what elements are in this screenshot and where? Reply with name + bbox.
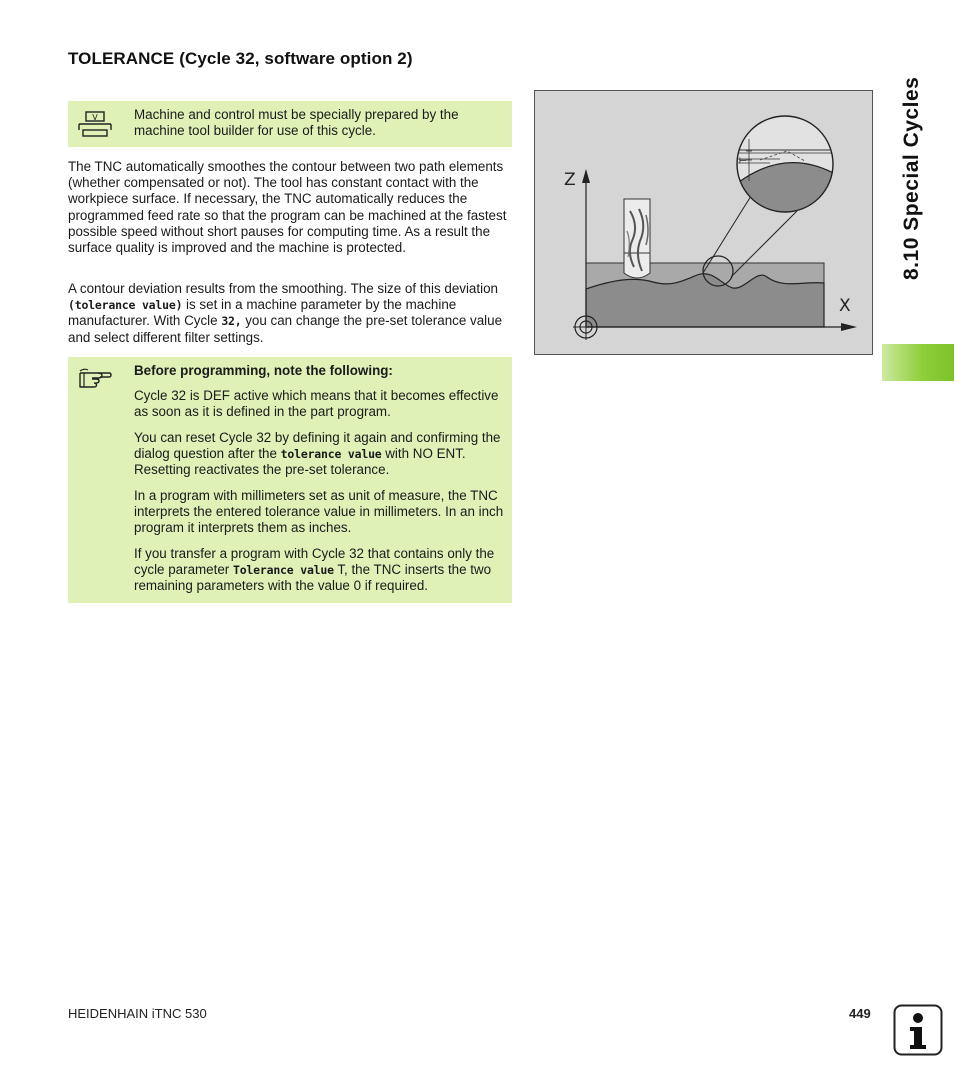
x-axis-label: X (839, 296, 851, 316)
pointing-hand-icon (78, 366, 112, 395)
transfer-text-a: If you transfer a program with Cycle 32 that contains only the cycle parameter (134, 546, 495, 577)
page-number: 449 (849, 1006, 871, 1021)
note-point-def-active: Cycle 32 is DEF active which means that it becomes effective as soon as it is defined in the part program. (134, 388, 499, 419)
tolerance-diagram (535, 91, 872, 354)
tolerance-t-label: T (739, 157, 749, 163)
note-heading: Before programming, note the following: (134, 363, 393, 378)
tolerance-value-code: (tolerance value) (68, 298, 183, 313)
footer-product: HEIDENHAIN iTNC 530 (68, 1006, 207, 1021)
chapter-tab (882, 344, 954, 381)
info-icon[interactable] (893, 1004, 943, 1056)
body-paragraph-2 (68, 281, 514, 355)
machine-note-box (68, 101, 512, 147)
chapter-heading (876, 0, 946, 340)
page-title: TOLERANCE (Cycle 32, software option 2) (68, 49, 413, 68)
tolerance-value-dialog-code: tolerance value (280, 447, 382, 461)
cycle-number-code: 32, (221, 314, 242, 329)
z-axis-label: Z (564, 170, 576, 190)
programming-note-box (68, 357, 512, 603)
svg-text:V: V (92, 113, 98, 122)
tolerance-parameter-code: Tolerance value (232, 563, 334, 577)
body-paragraph-1 (68, 159, 514, 265)
note-point-reset (134, 430, 504, 478)
milling-tool (624, 199, 650, 278)
note-point-units: In a program with millimeters set as unit of measure, the TNC interprets the entered tolerance value in millimeters. In an inch program it interprets them as inches. (134, 488, 504, 535)
reset-text-b: with NO ENT. Resetting reactivates the pre-set tolerance. (134, 446, 466, 477)
chapter-title: 8.10 Special Cycles (900, 76, 923, 280)
machine-icon (78, 110, 112, 143)
programming-note-text (134, 363, 504, 604)
para2-text-c: you can change the pre-set tolerance value and select different filter settings. (68, 313, 503, 345)
para2-text-a: A contour deviation results from the smoothing. The size of this deviation (68, 281, 498, 296)
magnified-detail (735, 116, 837, 221)
para2-text-b: is set in a machine parameter by the machine manufacturer. With Cycle (68, 297, 457, 329)
tolerance-figure (534, 90, 873, 355)
note-point-transfer (134, 546, 504, 594)
smoothing-description: The TNC automatically smoothes the contour between two path elements (whether compensated or not). The tool has constant contact with the workpiece surface. If necessary, the TNC automatically reduces the programmed feed rate so that the program can be machined at the fastest possible speed without short pauses for computing time. As a result the surface quality is improved and the machine is protected. (68, 159, 507, 256)
machine-note-text: Machine and control must be specially prepared by the machine tool builder for use of this cycle. (134, 107, 459, 138)
transfer-text-b: T, the TNC inserts the two remaining parameters with the value 0 if required. (134, 562, 492, 593)
deviation-description (68, 281, 514, 346)
reset-text-a: You can reset Cycle 32 by defining it again and confirming the dialog question after the (134, 430, 501, 461)
